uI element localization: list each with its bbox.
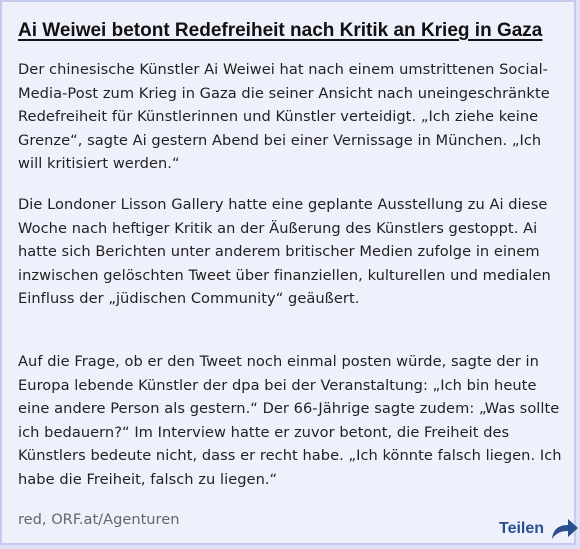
share-arrow-icon <box>550 517 580 541</box>
article-headline[interactable]: Ai Weiwei betont Redefreiheit nach Kritik an Krieg in Gaza <box>18 20 543 41</box>
share-button[interactable] <box>499 517 580 541</box>
article-paragraph-2: Die Londoner Lisson Gallery hatte eine geplante Ausstellung zu Ai diese Woche nach heftiger Kritik an der Äußerung des Künstlers gestoppt. Ai hatte sich Berichten unter anderem britischer Medien zufolge in einem inzwischen gelöschten Tweet über finanziellen, kulturellen und medialen Einfluss der „jüdischen Community“ geäußert. <box>18 196 551 307</box>
article-source: red, ORF.at/Agenturen <box>18 511 180 528</box>
share-label: Teilen <box>499 520 545 537</box>
article-paragraph-3: Auf die Frage, ob er den Tweet noch einmal posten würde, sagte der in Europa lebende Künstler der dpa bei der Veranstaltung: „Ich bin heute eine andere Person als gestern.“ Der 66-Jährige sagte zudem: „Was sollte ich bedauern?“ Im Interview hatte er zuvor betont, die Freiheit des Künstlers bedeute nicht, dass er recht habe. „Ich könnte falsch liegen. Ich habe die Freiheit, falsch zu liegen.“ <box>18 353 562 488</box>
article-paragraph-1: Der chinesische Künstler Ai Weiwei hat nach einem umstrittenen Social-Media-Post zum Krieg in Gaza die seiner Ansicht nach uneingeschränkte Redefreiheit für Künstlerinnen und Künstler verteidigt. „Ich ziehe keine Grenze“, sagte Ai gestern Abend bei einer Vernissage in München. „Ich will kritisiert werden.“ <box>18 61 550 172</box>
